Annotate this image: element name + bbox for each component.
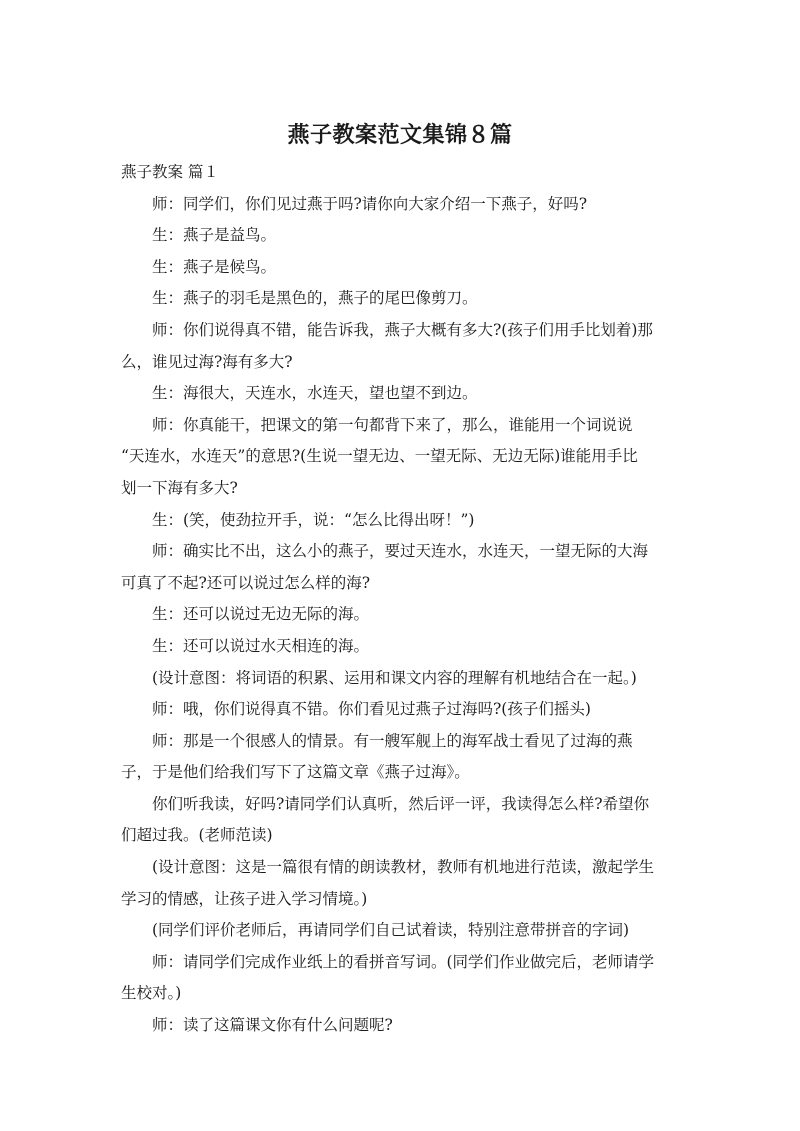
document-body [121,157,687,1042]
text-line: 你们听我读，好吗?请同学们认真听，然后评一评，我读得怎么样?希望你 [152,794,650,813]
text-line: 可真了不起?还可以说过怎么样的海? [121,573,371,592]
text-line: 生：还可以说过水天相连的海。 [152,636,370,655]
text-line: 生：燕子是候鸟。 [152,257,277,276]
text-line: (同学们评价老师后，再请同学们自己试着读，特别注意带拼音的字词) [152,921,630,940]
text-line: 么，谁见过海?海有多大? [121,352,293,371]
text-line: 师：那是一个很感人的情景。有一艘军舰上的海军战士看见了过海的燕 [152,731,633,750]
text-line: 生：(笑，使劲拉开手，说：“怎么比得出呀！”) [152,510,475,529]
text-line: 生校对。) [121,984,182,1003]
text-line: 们超过我。(老师范读) [121,826,273,845]
text-line: 师：同学们，你们见过燕于吗?请你向大家介绍一下燕子，好吗? [152,194,588,213]
document-title: 燕子教案范文集锦８篇 [287,123,513,148]
text-line: 生：海很大，天连水，水连天，望也望不到边。 [152,384,478,403]
text-line: (设计意图：这是一篇很有情的朗读教材，教师有机地进行范读，激起学生 [152,858,655,877]
text-line: 师：读了这篇课文你有什么问题呢? [152,1016,393,1035]
text-line: 划一下海有多大? [121,478,238,497]
text-line: 师：确实比不出，这么小的燕子，要过天连水，水连天，一望无际的大海 [152,542,649,561]
section-heading: 燕子教案 篇１ [121,163,219,181]
text-line: 学习的情感，让孩子进入学习情境。) [121,889,368,908]
text-line: “天连水，水连天”的意思?(生说一望无边、一望无际、无边无际)谁能用手比 [121,447,638,466]
text-line: 师：哦，你们说得真不错。你们看见过燕子过海吗?(孩子们摇头) [152,700,591,719]
text-line: 师：你真能干，把课文的第一句都背下来了，那么，谁能用一个词说说 [152,415,633,434]
text-line: (设计意图：将词语的积累、运用和课文内容的理解有机地结合在一起。) [152,668,637,687]
text-line: 师：你们说得真不错，能告诉我，燕子大概有多大?(孩子们用手比划着)那 [152,320,653,339]
text-line: 生：还可以说过无边无际的海。 [152,605,370,624]
text-line: 子，于是他们给我们写下了这篇文章《燕子过海》。 [121,763,470,782]
text-line: 生：燕子的羽毛是黑色的，燕子的尾巴像剪刀。 [152,289,478,308]
text-line: 师：请同学们完成作业纸上的看拼音写词。(同学们作业做完后，老师请学 [152,952,655,971]
text-line: 生：燕子是益鸟。 [152,226,277,245]
